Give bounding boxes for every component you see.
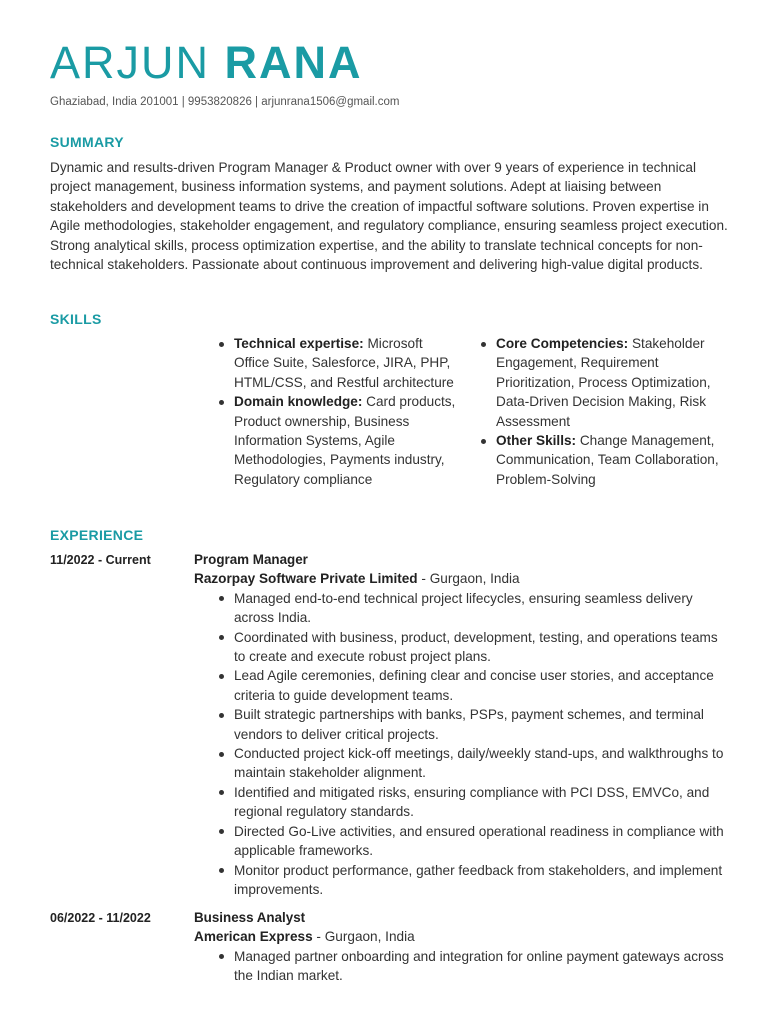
- skill-label: Other Skills:: [496, 433, 577, 449]
- job-bullets: [216, 589, 724, 900]
- job-bullet: Coordinated with business, product, development, testing, and operations teams to create and execute robust project plans.: [216, 628, 724, 667]
- company-location: - Gurgaon, India: [417, 571, 520, 587]
- job-company-line: [194, 927, 724, 946]
- job-bullet: Monitor product performance, gather feedback from stakeholders, and implement improvements.: [216, 861, 724, 900]
- skill-item: [216, 334, 460, 392]
- company-name: American Express: [194, 929, 313, 945]
- skill-item: [478, 334, 722, 431]
- skill-label: Domain knowledge:: [234, 394, 363, 410]
- skill-item: [216, 392, 460, 489]
- skill-item: [478, 431, 722, 489]
- job-entry: [194, 908, 724, 986]
- job-dates: 11/2022 - Current: [50, 553, 151, 567]
- company-name: Razorpay Software Private Limited: [194, 571, 418, 587]
- skill-text: Change Management, Communication, Team Collaboration, Problem-Solving: [496, 433, 719, 487]
- job-title: Program Manager: [194, 552, 308, 567]
- skill-text: Microsoft Office Suite, Salesforce, JIRA, PHP, HTML/CSS, and Restful architecture: [234, 336, 454, 390]
- job-bullet: Managed end-to-end technical project lifecycles, ensuring seamless delivery across India.: [216, 589, 724, 628]
- job-bullet: Conducted project kick-off meetings, daily/weekly stand-ups, and walkthroughs to maintain stakeholder alignment.: [216, 744, 724, 783]
- summary-text: Dynamic and results-driven Program Manager & Product owner with over 9 years of experience in technical project management, business information systems, and payment solutions. Adept at liaising between stakeholders and development teams to drive the creation of impactful software solutions. Proven expertise in Agile methodologies, stakeholder engagement, and regulatory compliance, ensuring seamless project execution. Strong analytical skills, process optimization expertise, and the ability to translate technical concepts for non-technical stakeholders. Passionate about continuous improvement and delivering high-value digital products.: [50, 160, 728, 273]
- contact-line: Ghaziabad, India 201001 | 9953820826 | arjunrana1506@gmail.com: [50, 96, 400, 108]
- skill-text: Stakeholder Engagement, Requirement Prioritization, Process Optimization, Data-Driven Decision Making, Risk Assessment: [496, 336, 711, 429]
- last-name: RANA: [224, 37, 363, 88]
- job-company-line: [194, 569, 724, 588]
- candidate-name: [50, 36, 363, 90]
- job-bullet: Identified and mitigated risks, ensuring compliance with PCI DSS, EMVCo, and regional regulatory standards.: [216, 783, 724, 822]
- skills-list-right: [478, 334, 722, 489]
- summary-heading: SUMMARY: [50, 134, 124, 150]
- job-bullets: [216, 947, 724, 986]
- experience-heading: EXPERIENCE: [50, 527, 144, 543]
- skill-text: Card products, Product ownership, Business Information Systems, Agile Methodologies, Payments industry, Regulatory compliance: [234, 394, 456, 487]
- job-title: Business Analyst: [194, 910, 306, 925]
- job-entry: [194, 550, 724, 899]
- job-bullet: Managed partner onboarding and integration for online payment gateways across the Indian market.: [216, 947, 724, 986]
- job-dates: 06/2022 - 11/2022: [50, 911, 151, 925]
- job-bullet: Lead Agile ceremonies, defining clear and concise user stories, and acceptance criteria to guide development teams.: [216, 666, 724, 705]
- skills-list-left: [216, 334, 460, 489]
- skills-heading: SKILLS: [50, 311, 102, 327]
- company-location: - Gurgaon, India: [312, 929, 415, 945]
- job-bullet: Directed Go-Live activities, and ensured operational readiness in compliance with applicable frameworks.: [216, 822, 724, 861]
- first-name: ARJUN: [50, 37, 211, 88]
- skill-label: Core Competencies:: [496, 336, 629, 351]
- job-bullet: Built strategic partnerships with banks, PSPs, payment schemes, and terminal vendors to deliver critical projects.: [216, 705, 724, 744]
- skill-label: Technical expertise:: [234, 336, 364, 351]
